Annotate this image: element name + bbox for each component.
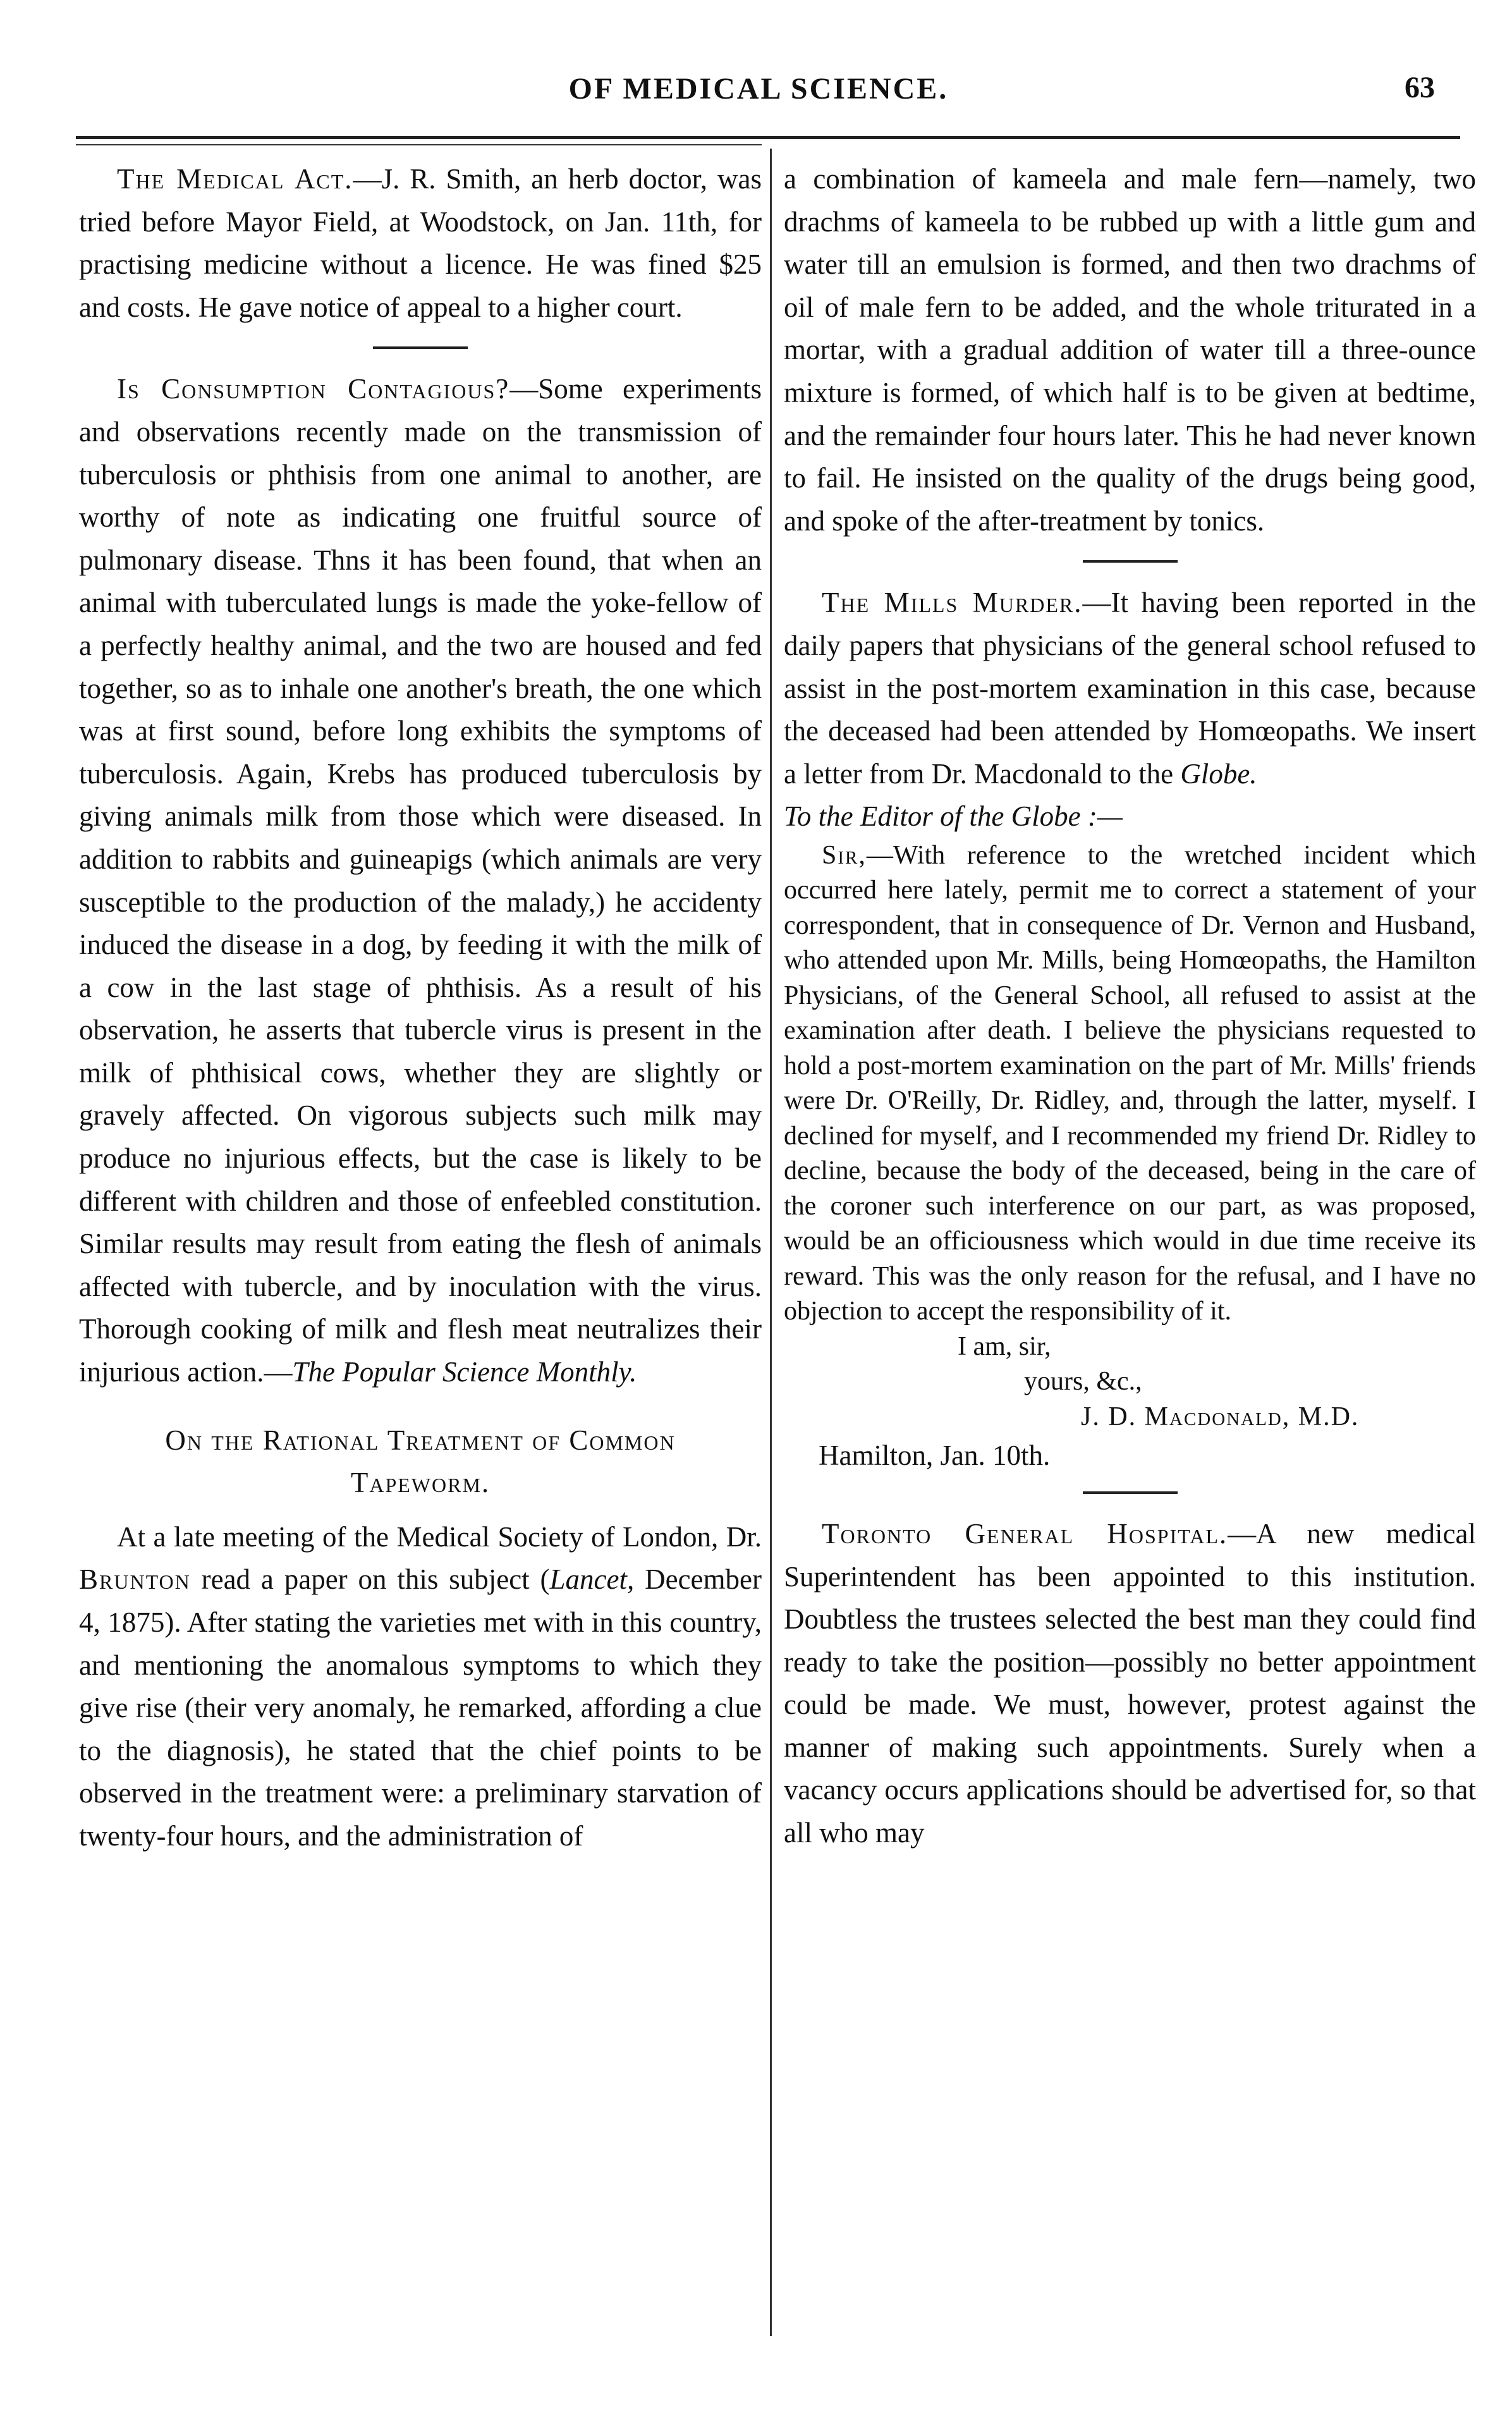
column-divider xyxy=(770,149,772,2336)
mills-murder-body: —It having been reported in the daily papers that physicians of the general school refused to assist in the post-mortem examination in this case, because the deceased had been attended by Homœopaths. We insert a letter from Dr. Macdonald to the xyxy=(784,587,1476,790)
hospital-paragraph xyxy=(784,1513,1476,1855)
running-head xyxy=(70,60,1448,111)
medical-act-heading: The Medical Act. xyxy=(117,163,353,195)
tapeworm-lancet: Lancet, xyxy=(549,1563,635,1596)
consumption-heading: Is Consumption Contagious? xyxy=(117,373,510,405)
tapeworm-paragraph xyxy=(79,1516,762,1858)
letter-place-date: Hamilton, Jan. 10th. xyxy=(819,1440,1051,1472)
letter-signature: J. D. Macdonald, M.D. xyxy=(1081,1402,1360,1431)
tapeworm-author: Brunton xyxy=(79,1563,191,1596)
tapeworm-body-c: December 4, 1875). After stating the varieties met with in this country, and mentioning the anomalous symptoms to which they give rise (their very anomaly, he remarked, affording a clue to the diagnosis), he stated that the chief points to be observed in the treatment were: a preliminary starvation of twenty-four hours, and the administration of xyxy=(79,1563,762,1852)
letter-body xyxy=(784,838,1476,1330)
section-rule xyxy=(1083,1491,1178,1494)
tapeworm-title-line-2: Tapeworm. xyxy=(350,1467,491,1499)
left-column xyxy=(79,158,762,1858)
tapeworm-title-line-1: On the Rational Treatment of Common xyxy=(165,1424,676,1456)
letter-salutation: To the Editor of the Globe :— xyxy=(784,800,1123,833)
letter-text: —With reference to the wretched incident which occurred here lately, permit me to correct a statement of your correspondent, that in consequence of Dr. Vernon and Husband, who attended upon Mr. Mills, being Homœopaths, the Hamilton Physicians, of the General School, all refused to assist at the examination after death. I believe the physicians requested to hold a post-mortem examination on the part of Mr. Mills' friends were Dr. O'Reilly, Dr. Ridley, and, through the latter, myself. I declined for myself, and I recommended my friend Dr. Ridley to decline, because the body of the deceased, being in the care of the coroner such interference on our part, as was proposed, would be an officiousness which would in due time receive its reward. This was the only reason for the refusal, and I have no objection to accept the responsibility of it. xyxy=(784,840,1476,1326)
hospital-body: —A new medical Superintendent has been appointed to this institution. Doubtless the trustees selected the best man they could find ready to take the position—possibly no better appointment could be made. We must, however, protest against the manner of making such appointments. Surely when a vacancy occurs applications should be advertised for, so that all who may xyxy=(784,1517,1476,1849)
tapeworm-body-b: read a paper on this subject ( xyxy=(190,1563,550,1596)
mills-murder-globe: Globe. xyxy=(1180,757,1257,790)
header-rule-thin xyxy=(76,144,762,145)
consumption-body: —Some experiments and observations recently made on the transmission of tuberculosis or phthisis from one animal to another, are worthy of note as indicating one fruitful source of pulmonary disease. Thns it has been found, that when an animal with tuberculated lungs is made the yoke-fellow of a perfectly healthy animal, and the two are housed and fed together, so as to inhale one another's breath, the one which was at first sound, before long exhibits the symptoms of tuberculosis. Again, Krebs has produced tuberculosis by giving animals milk from those which were diseased. In addition to rabbits and guineapigs (which animals are very susceptible to the production of the malady,) he accidenty induced the disease in a dog, by feeding it with the milk of a cow in the last stage of phthisis. As a result of his observation, he asserts that tubercle virus is present in the milk of phthisical cows, whether they are slightly or gravely affected. On vigorous subjects such milk may produce no injurious effects, but the case is likely to be different with children and those of enfeebled constitution. Similar results may result from eating the flesh of animals affected with tubercle, and by inoculation with the virus. Thorough cooking of milk and flesh meat neutralizes their injurious action.— xyxy=(79,373,762,1388)
mills-murder-paragraph xyxy=(784,582,1476,795)
letter-close-2: yours, &c., xyxy=(1024,1367,1142,1397)
hospital-heading: Toronto General Hospital. xyxy=(822,1517,1228,1550)
medical-act-paragraph xyxy=(79,158,762,329)
mills-murder-heading: The Mills Murder. xyxy=(822,587,1083,619)
page-number: 63 xyxy=(1405,71,1435,104)
letter-close-1: I am, sir, xyxy=(958,1331,1051,1361)
right-column xyxy=(784,158,1476,1855)
letter-sir: Sir, xyxy=(822,840,867,870)
section-rule xyxy=(1083,560,1178,563)
header-rule xyxy=(76,136,1460,139)
tapeworm-continued: a combination of kameela and male fern—namely, two drachms of kameela to be rubbed up with a little gum and water till an emulsion is formed, and then two drachms of oil of male fern to be added, and the whole triturated in a mortar, with a gradual addition of water till a three-ounce mixture is formed, of which half is to be given at bedtime, and the remainder four hours later. This he had never known to fail. He insisted on the quality of the drugs being good, and spoke of the after-treatment by tonics. xyxy=(784,163,1476,537)
consumption-source: The Popular Science Monthly. xyxy=(292,1356,637,1388)
consumption-paragraph xyxy=(79,368,762,1393)
medical-act-body: —J. R. Smith, an herb doctor, was tried before Mayor Field, at Woodstock, on Jan. 11th, for practising medicine without a licence. He was fined $25 and costs. He gave notice of appeal to a higher court. xyxy=(79,163,762,323)
letter-block xyxy=(784,838,1476,1474)
running-title: OF MEDICAL SCIENCE. xyxy=(568,72,949,106)
section-rule xyxy=(373,346,468,349)
tapeworm-body-a: At a late meeting of the Medical Society of London, Dr. xyxy=(117,1520,762,1553)
